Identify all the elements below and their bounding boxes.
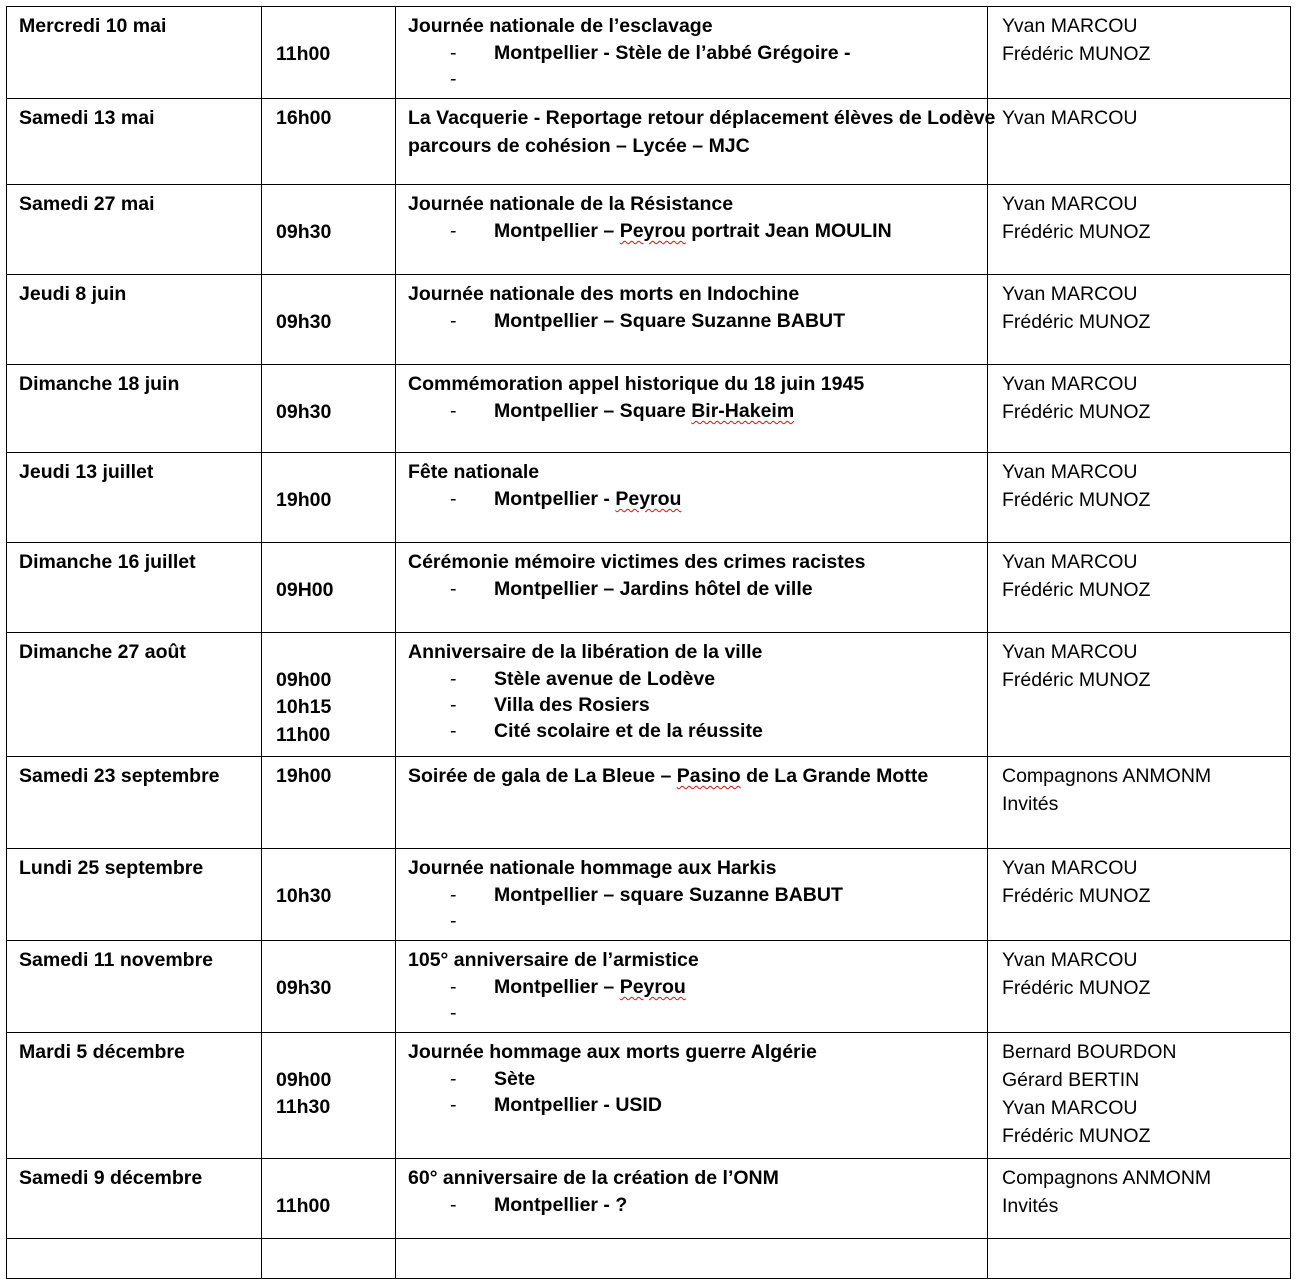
event-location-item xyxy=(408,308,977,334)
participant-name: Frédéric MUNOZ xyxy=(1002,669,1151,691)
time-spacer xyxy=(276,12,385,40)
bullet-dash: - xyxy=(450,910,457,932)
event-date: Lundi 25 septembre xyxy=(19,857,204,879)
event-location-item xyxy=(408,1066,977,1092)
event-location-item xyxy=(408,576,977,602)
event-title: Journée nationale des morts en Indochine xyxy=(408,283,800,305)
location-text: Cité scolaire et de la réussite xyxy=(494,720,763,742)
date-cell xyxy=(7,543,262,633)
event-title: Journée nationale hommage aux Harkis xyxy=(408,857,777,879)
spellcheck-word: Pasino xyxy=(676,765,741,787)
participants-cell xyxy=(988,633,1291,757)
event-time: 09h30 xyxy=(276,977,332,999)
event-cell xyxy=(396,941,988,1033)
event-title xyxy=(408,762,977,790)
event-cell xyxy=(396,185,988,275)
participants-cell xyxy=(988,941,1291,1033)
bullet-dash: - xyxy=(450,1094,457,1116)
bullet-dash: - xyxy=(450,220,457,242)
participant-name: Frédéric MUNOZ xyxy=(1002,489,1151,511)
location-text: Montpellier – Square xyxy=(494,400,692,422)
title-segment: de La Grande Motte xyxy=(740,765,929,787)
time-spacer xyxy=(276,370,385,398)
event-location-item xyxy=(408,974,977,1000)
schedule-row xyxy=(7,1159,1291,1239)
event-title: 105° anniversaire de l’armistice xyxy=(408,949,699,971)
bullet-dash: - xyxy=(450,400,457,422)
event-date: Samedi 13 mai xyxy=(19,107,155,129)
time-spacer xyxy=(276,458,385,486)
schedule-row xyxy=(7,1033,1291,1159)
time-cell xyxy=(262,543,396,633)
participants-cell xyxy=(988,185,1291,275)
participant-name: Yvan MARCOU xyxy=(1002,15,1138,37)
date-cell xyxy=(7,365,262,453)
event-location-item xyxy=(408,718,977,744)
participants-cell xyxy=(988,99,1291,185)
date-cell xyxy=(7,633,262,757)
bullet-dash: - xyxy=(450,68,457,90)
date-cell xyxy=(7,99,262,185)
time-cell xyxy=(262,275,396,365)
time-spacer xyxy=(276,280,385,308)
time-spacer xyxy=(276,854,385,882)
empty-cell xyxy=(7,1239,262,1279)
bullet-dash: - xyxy=(450,42,457,64)
event-title: Fête nationale xyxy=(408,461,540,483)
participant-name: Frédéric MUNOZ xyxy=(1002,401,1151,423)
bullet-dash: - xyxy=(450,720,457,742)
event-cell xyxy=(396,365,988,453)
time-spacer xyxy=(276,548,385,576)
event-location-item xyxy=(408,66,977,92)
participant-name: Yvan MARCOU xyxy=(1002,1097,1138,1119)
event-time: 19h00 xyxy=(276,489,332,511)
schedule-table xyxy=(6,6,1291,1279)
schedule-row-continued xyxy=(7,1239,1291,1279)
schedule-row xyxy=(7,365,1291,453)
event-location-item xyxy=(408,1000,977,1026)
event-cell xyxy=(396,453,988,543)
event-location-item xyxy=(408,398,977,424)
event-date: Mardi 5 décembre xyxy=(19,1041,185,1063)
participant-name: Bernard BOURDON xyxy=(1002,1041,1177,1063)
event-time: 10h30 xyxy=(276,885,332,907)
date-cell xyxy=(7,185,262,275)
participants-cell xyxy=(988,365,1291,453)
participant-name: Yvan MARCOU xyxy=(1002,193,1138,215)
event-date: Samedi 27 mai xyxy=(19,193,155,215)
event-date: Samedi 11 novembre xyxy=(19,949,214,971)
schedule-row xyxy=(7,543,1291,633)
event-cell xyxy=(396,633,988,757)
bullet-dash: - xyxy=(450,1068,457,1090)
event-time: 09h00 xyxy=(276,669,332,691)
date-cell xyxy=(7,757,262,849)
event-cell xyxy=(396,757,988,849)
spellcheck-word: Bir-Hakeim xyxy=(691,400,795,422)
location-text: Montpellier – square Suzanne BABUT xyxy=(494,884,843,906)
event-time: 11h30 xyxy=(276,1096,331,1118)
participant-name: Frédéric MUNOZ xyxy=(1002,43,1151,65)
event-location-item xyxy=(408,882,977,908)
participants-cell xyxy=(988,849,1291,941)
schedule-row xyxy=(7,185,1291,275)
location-text: Montpellier – Square Suzanne BABUT xyxy=(494,310,846,332)
event-location-item xyxy=(408,692,977,718)
event-title: Journée nationale de l’esclavage xyxy=(408,15,713,37)
time-cell xyxy=(262,941,396,1033)
participant-name: Invités xyxy=(1002,1195,1059,1217)
participant-name: Frédéric MUNOZ xyxy=(1002,311,1151,333)
date-cell xyxy=(7,7,262,99)
location-text: Montpellier – Jardins hôtel de ville xyxy=(494,578,813,600)
location-text: Villa des Rosiers xyxy=(494,694,650,716)
participant-name: Frédéric MUNOZ xyxy=(1002,221,1151,243)
time-cell xyxy=(262,185,396,275)
event-title: 60° anniversaire de la création de l’ONM xyxy=(408,1167,779,1189)
event-time: 09h30 xyxy=(276,401,332,423)
participant-name: Compagnons ANMONM xyxy=(1002,1167,1212,1189)
bullet-dash: - xyxy=(450,976,457,998)
event-time: 09h30 xyxy=(276,311,332,333)
event-cell xyxy=(396,99,996,185)
bullet-dash: - xyxy=(450,1002,457,1024)
participant-name: Yvan MARCOU xyxy=(1002,551,1138,573)
time-cell xyxy=(262,633,396,757)
event-location-item xyxy=(408,40,977,66)
participant-name: Frédéric MUNOZ xyxy=(1002,579,1151,601)
event-time: 10h15 xyxy=(276,696,332,718)
participants-cell xyxy=(988,757,1291,849)
event-location-item xyxy=(408,666,977,692)
event-location-item xyxy=(408,486,977,512)
participants-cell xyxy=(988,1033,1291,1159)
schedule-row xyxy=(7,453,1291,543)
event-cell xyxy=(396,275,988,365)
participant-name: Yvan MARCOU xyxy=(1002,107,1138,129)
time-cell xyxy=(262,1033,396,1159)
spellcheck-word: Peyrou xyxy=(615,488,682,510)
participant-name: Invités xyxy=(1002,793,1059,815)
event-title: Cérémonie mémoire victimes des crimes racistes xyxy=(408,551,866,573)
date-cell xyxy=(7,453,262,543)
participants-cell xyxy=(988,1159,1291,1239)
participant-name: Yvan MARCOU xyxy=(1002,641,1138,663)
time-spacer xyxy=(276,946,385,974)
schedule-body xyxy=(7,7,1291,1279)
event-date: Jeudi 13 juillet xyxy=(19,461,154,483)
participant-name: Yvan MARCOU xyxy=(1002,373,1138,395)
event-time: 09H00 xyxy=(276,579,334,601)
participant-name: Gérard BERTIN xyxy=(1002,1069,1140,1091)
schedule-row xyxy=(7,941,1291,1033)
participants-cell xyxy=(988,275,1291,365)
location-text: Montpellier - Stèle de l’abbé Grégoire - xyxy=(494,42,851,64)
location-text: portrait Jean MOULIN xyxy=(685,220,892,242)
event-time: 11h00 xyxy=(276,724,331,746)
event-title: Journée nationale de la Résistance xyxy=(408,193,734,215)
time-spacer xyxy=(276,638,385,666)
date-cell xyxy=(7,1033,262,1159)
time-cell xyxy=(262,1159,396,1239)
event-location-item xyxy=(408,1192,977,1218)
schedule-row xyxy=(7,849,1291,941)
location-text: Montpellier - ? xyxy=(494,1194,628,1216)
event-date: Dimanche 18 juin xyxy=(19,373,180,395)
event-date: Samedi 9 décembre xyxy=(19,1167,203,1189)
event-cell xyxy=(396,1033,988,1159)
schedule-row xyxy=(7,99,1291,185)
participants-cell xyxy=(988,7,1291,99)
event-location-item xyxy=(408,1092,977,1118)
event-title: Anniversaire de la libération de la ville xyxy=(408,641,763,663)
date-cell xyxy=(7,1159,262,1239)
event-cell xyxy=(396,849,988,941)
event-time: 19h00 xyxy=(276,765,332,787)
event-cell xyxy=(396,1159,988,1239)
event-time: 16h00 xyxy=(276,107,332,129)
schedule-row xyxy=(7,757,1291,849)
time-cell xyxy=(262,99,396,185)
schedule-row xyxy=(7,275,1291,365)
participant-name: Frédéric MUNOZ xyxy=(1002,885,1151,907)
bullet-dash: - xyxy=(450,884,457,906)
empty-cell xyxy=(262,1239,396,1279)
time-cell xyxy=(262,453,396,543)
date-cell xyxy=(7,275,262,365)
event-time: 11h00 xyxy=(276,1195,331,1217)
bullet-dash: - xyxy=(450,668,457,690)
event-cell xyxy=(396,7,988,99)
bullet-dash: - xyxy=(450,694,457,716)
time-cell xyxy=(262,365,396,453)
time-spacer xyxy=(276,1164,385,1192)
event-time: 09h00 xyxy=(276,1069,332,1091)
location-text: Montpellier – xyxy=(494,220,620,242)
bullet-dash: - xyxy=(450,1194,457,1216)
location-text: Montpellier - USID xyxy=(494,1094,662,1116)
participant-name: Yvan MARCOU xyxy=(1002,283,1138,305)
participant-name: Frédéric MUNOZ xyxy=(1002,1125,1151,1147)
location-text: Sète xyxy=(494,1068,536,1090)
event-time: 09h30 xyxy=(276,221,332,243)
participant-name: Yvan MARCOU xyxy=(1002,857,1138,879)
title-segment: Soirée de gala de La Bleue – xyxy=(408,765,677,787)
time-spacer xyxy=(276,190,385,218)
time-cell xyxy=(262,757,396,849)
time-spacer xyxy=(276,1038,385,1066)
participant-name: Yvan MARCOU xyxy=(1002,949,1138,971)
event-date: Dimanche 16 juillet xyxy=(19,551,196,573)
event-cell xyxy=(396,543,988,633)
bullet-dash: - xyxy=(450,578,457,600)
date-cell xyxy=(7,849,262,941)
event-title: parcours de cohésion – Lycée – MJC xyxy=(408,135,750,157)
event-date: Jeudi 8 juin xyxy=(19,283,127,305)
participants-cell xyxy=(988,543,1291,633)
event-title: Journée hommage aux morts guerre Algérie xyxy=(408,1041,817,1063)
empty-cell xyxy=(988,1239,1291,1279)
participants-cell xyxy=(988,453,1291,543)
event-title: Commémoration appel historique du 18 juin 1945 xyxy=(408,373,865,395)
location-text: Stèle avenue de Lodève xyxy=(494,668,716,690)
spellcheck-word: Peyrou xyxy=(619,220,686,242)
bullet-dash: - xyxy=(450,310,457,332)
event-location-item xyxy=(408,218,977,244)
date-cell xyxy=(7,941,262,1033)
time-cell xyxy=(262,849,396,941)
event-time: 11h00 xyxy=(276,43,331,65)
empty-cell xyxy=(396,1239,988,1279)
participant-name: Frédéric MUNOZ xyxy=(1002,977,1151,999)
event-date: Dimanche 27 août xyxy=(19,641,186,663)
schedule-row xyxy=(7,633,1291,757)
location-text: Montpellier - xyxy=(494,488,616,510)
location-text: Montpellier – xyxy=(494,976,620,998)
time-cell xyxy=(262,7,396,99)
event-date: Samedi 23 septembre xyxy=(19,765,220,787)
event-title: La Vacquerie - Reportage retour déplacement élèves de Lodève xyxy=(408,107,996,129)
spellcheck-word: Peyrou xyxy=(619,976,686,998)
event-date: Mercredi 10 mai xyxy=(19,15,167,37)
schedule-row xyxy=(7,7,1291,99)
event-location-item xyxy=(408,908,977,934)
bullet-dash: - xyxy=(450,488,457,510)
participant-name: Compagnons ANMONM xyxy=(1002,765,1212,787)
participant-name: Yvan MARCOU xyxy=(1002,461,1138,483)
